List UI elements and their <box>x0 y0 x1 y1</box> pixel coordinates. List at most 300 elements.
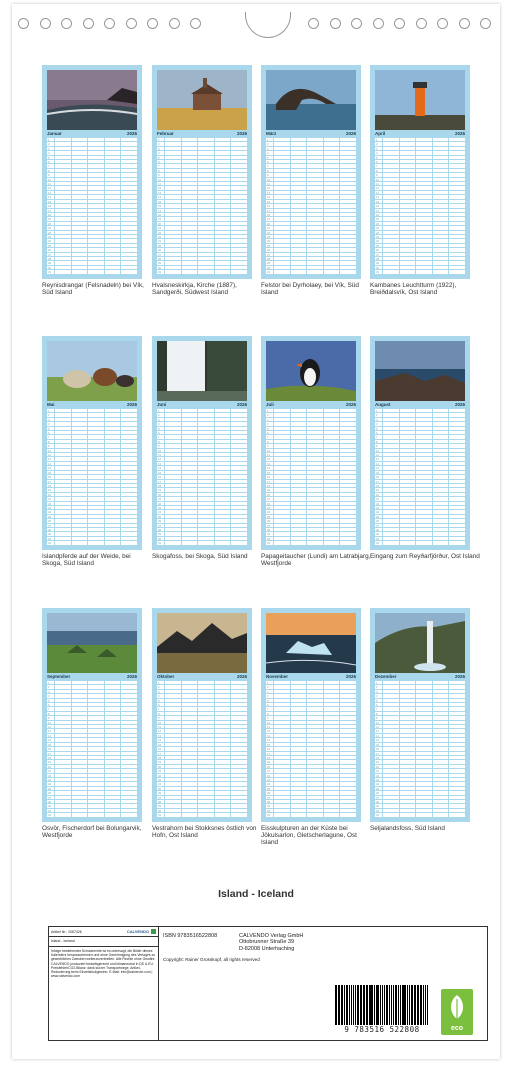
month-panel <box>261 336 371 606</box>
day-row: 12 <box>157 729 247 733</box>
day-row: 2 <box>375 142 465 146</box>
day-row: 31 <box>47 270 137 274</box>
day-row: 6 <box>47 160 137 164</box>
day-row: 7 <box>266 707 356 711</box>
day-row: 21 <box>47 769 137 773</box>
day-row: 13 <box>375 734 465 738</box>
day-row: 25 <box>375 787 465 791</box>
day-row: 8 <box>375 169 465 173</box>
day-row: 26 <box>266 519 356 523</box>
day-row: 27 <box>47 796 137 800</box>
day-row: 9 <box>375 716 465 720</box>
day-row: 28 <box>375 257 465 261</box>
day-row: 28 <box>266 528 356 532</box>
day-row: 3 <box>375 418 465 422</box>
day-row: 23 <box>266 778 356 782</box>
day-row: 7 <box>157 164 247 168</box>
day-row: 21 <box>266 769 356 773</box>
day-row: 26 <box>375 248 465 252</box>
month-photo <box>157 341 247 401</box>
month-panel <box>152 65 252 335</box>
day-row: 29 <box>266 804 356 808</box>
day-row: 9 <box>157 444 247 448</box>
day-row: 8 <box>266 169 356 173</box>
day-row: 10 <box>157 178 247 182</box>
day-row: 27 <box>157 796 247 800</box>
month-header <box>157 674 247 680</box>
day-row: 1 <box>47 681 137 685</box>
day-row: 25 <box>375 515 465 519</box>
day-row: 7 <box>375 707 465 711</box>
day-row: 12 <box>266 729 356 733</box>
day-row: 19 <box>157 760 247 764</box>
month-name: September <box>47 674 71 679</box>
day-row: 19 <box>266 217 356 221</box>
day-row: 18 <box>375 484 465 488</box>
day-row: 13 <box>157 462 247 466</box>
day-row: 18 <box>157 213 247 217</box>
day-row: 4 <box>47 694 137 698</box>
day-grid <box>47 681 137 818</box>
day-row: 13 <box>375 191 465 195</box>
day-row: 11 <box>266 725 356 729</box>
day-row: 14 <box>266 466 356 470</box>
day-row: 21 <box>375 497 465 501</box>
day-row: 8 <box>157 169 247 173</box>
calvendo-logo: CALVENDO <box>127 929 156 934</box>
binding-ring <box>351 18 362 29</box>
day-row: 27 <box>47 253 137 257</box>
day-row: 10 <box>375 721 465 725</box>
month-name: November <box>266 674 289 679</box>
day-row: 13 <box>47 734 137 738</box>
month-year: 2026 <box>126 131 137 136</box>
day-row: 8 <box>157 712 247 716</box>
day-row: 31 <box>266 541 356 545</box>
day-row: 5 <box>266 699 356 703</box>
day-row: 26 <box>266 791 356 795</box>
day-row: 24 <box>157 782 247 786</box>
day-row: 4 <box>375 694 465 698</box>
day-row: 25 <box>47 787 137 791</box>
day-row: 9 <box>47 173 137 177</box>
month-year: 2026 <box>126 402 137 407</box>
binding-ring <box>190 18 201 29</box>
day-row: 25 <box>47 515 137 519</box>
day-row: 22 <box>157 231 247 235</box>
month-photo <box>266 613 356 673</box>
day-row: 30 <box>266 809 356 813</box>
day-row: 2 <box>47 685 137 689</box>
day-row: 19 <box>375 760 465 764</box>
day-row: 27 <box>266 796 356 800</box>
day-row: 9 <box>266 444 356 448</box>
day-row: 30 <box>47 809 137 813</box>
day-row: 11 <box>47 725 137 729</box>
day-row: 13 <box>266 191 356 195</box>
day-row: 29 <box>375 804 465 808</box>
day-row: 9 <box>375 444 465 448</box>
day-row: 23 <box>157 778 247 782</box>
day-row: 22 <box>47 774 137 778</box>
day-row: 26 <box>157 791 247 795</box>
day-row: 8 <box>47 169 137 173</box>
month-panel <box>261 608 361 878</box>
binding-ring <box>83 18 94 29</box>
day-row: 30 <box>266 266 356 270</box>
day-row: 14 <box>157 195 247 199</box>
day-row: 27 <box>375 253 465 257</box>
day-row: 10 <box>47 721 137 725</box>
day-row: 27 <box>47 524 137 528</box>
month-photo <box>375 70 465 130</box>
day-row: 29 <box>47 532 137 536</box>
day-row: 21 <box>47 226 137 230</box>
day-row: 31 <box>266 813 356 817</box>
day-row: 17 <box>375 209 465 213</box>
day-row: 7 <box>375 164 465 168</box>
day-row: 20 <box>47 765 137 769</box>
publisher-address: CALVENDO Verlag GmbH Ottobrunner Straße 39 D-82008 Unterhaching <box>239 933 304 952</box>
day-row: 1 <box>157 409 247 413</box>
leaf-icon <box>447 993 467 1021</box>
day-row: 5 <box>157 156 247 160</box>
day-row: 22 <box>375 231 465 235</box>
day-row: 28 <box>47 800 137 804</box>
day-row: 13 <box>266 462 356 466</box>
day-row: 14 <box>375 466 465 470</box>
day-row: 25 <box>266 787 356 791</box>
day-row: 17 <box>47 752 137 756</box>
day-row: 25 <box>266 515 356 519</box>
day-row: 4 <box>157 151 247 155</box>
day-grid <box>375 409 465 546</box>
month-year: 2026 <box>236 131 247 136</box>
day-row: 11 <box>157 182 247 186</box>
day-row: 3 <box>157 690 247 694</box>
day-row: 27 <box>375 796 465 800</box>
day-grid <box>157 409 247 546</box>
day-row: 24 <box>157 510 247 514</box>
day-row: 30 <box>47 266 137 270</box>
day-row: 15 <box>375 200 465 204</box>
month-name: April <box>375 131 386 136</box>
day-row: 21 <box>157 769 247 773</box>
day-row: 2 <box>266 142 356 146</box>
day-row: 25 <box>266 244 356 248</box>
day-row: 24 <box>47 510 137 514</box>
month-panel <box>42 336 142 606</box>
day-row: 18 <box>157 484 247 488</box>
day-row: 4 <box>375 422 465 426</box>
day-row: 1 <box>375 138 465 142</box>
day-row: 10 <box>47 449 137 453</box>
day-row: 17 <box>266 480 356 484</box>
day-row: 31 <box>266 270 356 274</box>
photo-caption: Seljalandsfoss, Süd Island <box>370 825 445 832</box>
legal-notice: Infolge bestehender Schutzrechte ist es untersagt, die Bilder dieses Kalenders herauszutrennen und ohne Genehmigung des Verlages zu gewerblichen Zwecken weiterzuverbreiten. Alle Rechte ohne Gewähr. CALVENDO produziert bedarfsgerecht und klimaneutral in DE & EU. Preisfehler/CO2-Bilanz: dank kurzer Transportwege. Artikel-Reduzierung beim Einzelstückgewinn. E-Mail: info@calvendo.com | www.calvendo.com <box>51 949 156 979</box>
day-row: 1 <box>47 409 137 413</box>
day-row: 5 <box>266 427 356 431</box>
month-panel <box>152 608 257 878</box>
day-row: 19 <box>157 217 247 221</box>
day-row: 20 <box>157 493 247 497</box>
day-row: 13 <box>47 462 137 466</box>
day-row: 14 <box>157 738 247 742</box>
day-row: 1 <box>47 138 137 142</box>
day-row: 6 <box>47 703 137 707</box>
isbn: ISBN 9783516522808 <box>163 933 218 939</box>
day-row: 29 <box>47 804 137 808</box>
day-row: 31 <box>375 541 465 545</box>
day-row: 12 <box>375 457 465 461</box>
day-row: 27 <box>157 253 247 257</box>
day-row: 12 <box>47 457 137 461</box>
day-row: 28 <box>157 800 247 804</box>
photo-caption: Skogafoss, bei Skoga, Süd Island <box>152 553 248 560</box>
day-row: 24 <box>47 239 137 243</box>
day-row: 15 <box>47 200 137 204</box>
day-row: 3 <box>375 147 465 151</box>
day-row: 26 <box>375 519 465 523</box>
day-row: 2 <box>47 413 137 417</box>
day-row: 17 <box>266 752 356 756</box>
day-row: 2 <box>375 685 465 689</box>
month-header <box>47 674 137 680</box>
day-grid <box>47 409 137 546</box>
day-row: 7 <box>47 435 137 439</box>
month-panel <box>261 65 361 335</box>
day-row: 10 <box>266 178 356 182</box>
day-row: 16 <box>375 204 465 208</box>
binding-ring <box>104 18 115 29</box>
month-photo <box>266 341 356 401</box>
day-row: 12 <box>266 186 356 190</box>
day-row: 26 <box>47 519 137 523</box>
month-photo <box>47 613 137 673</box>
day-row: 16 <box>47 204 137 208</box>
day-row: 4 <box>157 422 247 426</box>
day-row: 10 <box>266 721 356 725</box>
day-row: 2 <box>47 142 137 146</box>
day-row: 19 <box>266 760 356 764</box>
day-row: 24 <box>375 782 465 786</box>
month-panel <box>370 608 470 878</box>
day-row: 17 <box>47 480 137 484</box>
day-row: 16 <box>157 475 247 479</box>
eco-label: eco <box>441 989 473 1035</box>
day-row: 9 <box>47 444 137 448</box>
day-grid <box>47 138 137 275</box>
month-header <box>266 131 356 137</box>
day-row: 19 <box>375 488 465 492</box>
day-row: 17 <box>157 480 247 484</box>
day-row: 24 <box>266 782 356 786</box>
day-row: 30 <box>266 537 356 541</box>
day-row: 6 <box>157 431 247 435</box>
day-row: 31 <box>47 541 137 545</box>
day-grid <box>157 138 247 275</box>
binding-ring <box>437 18 448 29</box>
day-row: 14 <box>266 195 356 199</box>
month-name: Juni <box>157 402 167 407</box>
photo-caption: Eingang zum Reyðarfjörður, Ost Island <box>370 553 480 560</box>
day-row: 2 <box>157 142 247 146</box>
day-row: 17 <box>157 752 247 756</box>
day-row: 18 <box>266 756 356 760</box>
day-row: 30 <box>375 537 465 541</box>
day-row: 10 <box>47 178 137 182</box>
day-row: 15 <box>375 743 465 747</box>
day-row: 20 <box>266 493 356 497</box>
photo-caption: Papageitaucher (Lundi) am Latrabjarg, Westfjorde <box>261 553 371 568</box>
month-year: 2026 <box>345 674 356 679</box>
day-row: 5 <box>157 427 247 431</box>
binding-ring <box>126 18 137 29</box>
day-row: 4 <box>375 151 465 155</box>
day-row: 8 <box>47 440 137 444</box>
day-row: 7 <box>266 435 356 439</box>
calendar-title: Island - Iceland <box>218 888 294 900</box>
month-photo <box>47 341 137 401</box>
day-row: 22 <box>157 774 247 778</box>
month-name: Februar <box>157 131 174 136</box>
month-header <box>375 674 465 680</box>
photo-caption: Vestrahorn bei Stokksnes östlich von Hofn, Ost Island <box>152 825 257 840</box>
day-row: 1 <box>375 681 465 685</box>
day-row: 4 <box>266 151 356 155</box>
day-row: 12 <box>157 457 247 461</box>
day-row: 31 <box>375 270 465 274</box>
day-row: 20 <box>47 222 137 226</box>
day-row: 11 <box>375 725 465 729</box>
month-year: 2026 <box>345 131 356 136</box>
day-row: 14 <box>375 738 465 742</box>
day-row: 22 <box>266 231 356 235</box>
day-row: 31 <box>375 813 465 817</box>
month-name: Mai <box>47 402 55 407</box>
day-row: 27 <box>266 253 356 257</box>
day-row: 10 <box>266 449 356 453</box>
day-row: 23 <box>266 235 356 239</box>
day-row: 3 <box>47 147 137 151</box>
day-row: 6 <box>157 160 247 164</box>
day-row: 22 <box>375 502 465 506</box>
day-row: 11 <box>375 453 465 457</box>
day-row: 2 <box>266 413 356 417</box>
day-row: 23 <box>375 778 465 782</box>
day-row: 5 <box>47 156 137 160</box>
day-row: 10 <box>375 449 465 453</box>
barcode <box>332 985 432 1037</box>
day-row: 29 <box>375 261 465 265</box>
day-row: 21 <box>157 497 247 501</box>
day-row: 5 <box>266 156 356 160</box>
day-row: 26 <box>375 791 465 795</box>
day-row: 22 <box>47 502 137 506</box>
day-row: 16 <box>266 475 356 479</box>
day-row: 30 <box>375 266 465 270</box>
month-panel <box>152 336 252 606</box>
day-row: 6 <box>375 703 465 707</box>
calendar-back-page <box>12 4 500 1059</box>
day-row: 26 <box>47 791 137 795</box>
day-row: 29 <box>266 261 356 265</box>
day-row: 30 <box>157 809 247 813</box>
day-row: 24 <box>266 239 356 243</box>
day-row: 26 <box>266 248 356 252</box>
day-row: 1 <box>266 138 356 142</box>
day-row: 8 <box>266 440 356 444</box>
day-row: 3 <box>266 147 356 151</box>
month-header <box>157 131 247 137</box>
month-name: Juli <box>266 402 274 407</box>
photo-caption: Reynisdrangar (Felsnadeln) bei Vík, Süd Island <box>42 282 144 297</box>
day-row: 1 <box>266 409 356 413</box>
day-row: 3 <box>266 690 356 694</box>
day-row: 6 <box>47 431 137 435</box>
month-year: 2026 <box>454 674 465 679</box>
month-photo <box>375 341 465 401</box>
day-row: 18 <box>47 484 137 488</box>
day-row: 17 <box>375 480 465 484</box>
day-row: 4 <box>266 694 356 698</box>
day-row: 3 <box>47 690 137 694</box>
day-row: 27 <box>375 524 465 528</box>
month-photo <box>157 613 247 673</box>
day-row: 11 <box>157 725 247 729</box>
month-panel <box>370 65 470 335</box>
day-row: 15 <box>375 471 465 475</box>
day-row: 26 <box>157 248 247 252</box>
barcode-bars <box>332 985 432 1025</box>
day-row: 16 <box>375 475 465 479</box>
day-row: 5 <box>375 427 465 431</box>
month-header <box>375 131 465 137</box>
day-row: 3 <box>157 147 247 151</box>
photo-caption: Osvör, Fischerdorf bei Bolungarvik, Westfjorde <box>42 825 142 840</box>
copyright: Copyright: Rainer Grosskopf, all rights reserved <box>163 957 260 962</box>
day-row: 21 <box>375 769 465 773</box>
day-row: 27 <box>266 524 356 528</box>
binding-ring <box>330 18 341 29</box>
day-row: 6 <box>266 703 356 707</box>
day-row: 20 <box>47 493 137 497</box>
month-panel <box>42 65 142 335</box>
binding-ring <box>459 18 470 29</box>
day-row: 6 <box>266 160 356 164</box>
day-row: 25 <box>375 244 465 248</box>
day-row: 29 <box>47 261 137 265</box>
day-row: 19 <box>47 488 137 492</box>
day-row: 28 <box>47 257 137 261</box>
photo-caption: Hvalsneskirkja, Kirche (1887), Sandgerði, Südwest Island <box>152 282 237 297</box>
day-row: 16 <box>157 204 247 208</box>
day-row: 19 <box>47 760 137 764</box>
month-name: Januar <box>47 131 62 136</box>
month-panel <box>370 336 480 606</box>
day-row: 14 <box>375 195 465 199</box>
day-row: 15 <box>47 743 137 747</box>
day-row: 22 <box>375 774 465 778</box>
month-name: August <box>375 402 391 407</box>
day-row: 1 <box>266 681 356 685</box>
day-row: 21 <box>375 226 465 230</box>
day-row: 18 <box>157 756 247 760</box>
day-grid <box>375 138 465 275</box>
day-row: 8 <box>375 712 465 716</box>
day-row: 16 <box>266 204 356 208</box>
